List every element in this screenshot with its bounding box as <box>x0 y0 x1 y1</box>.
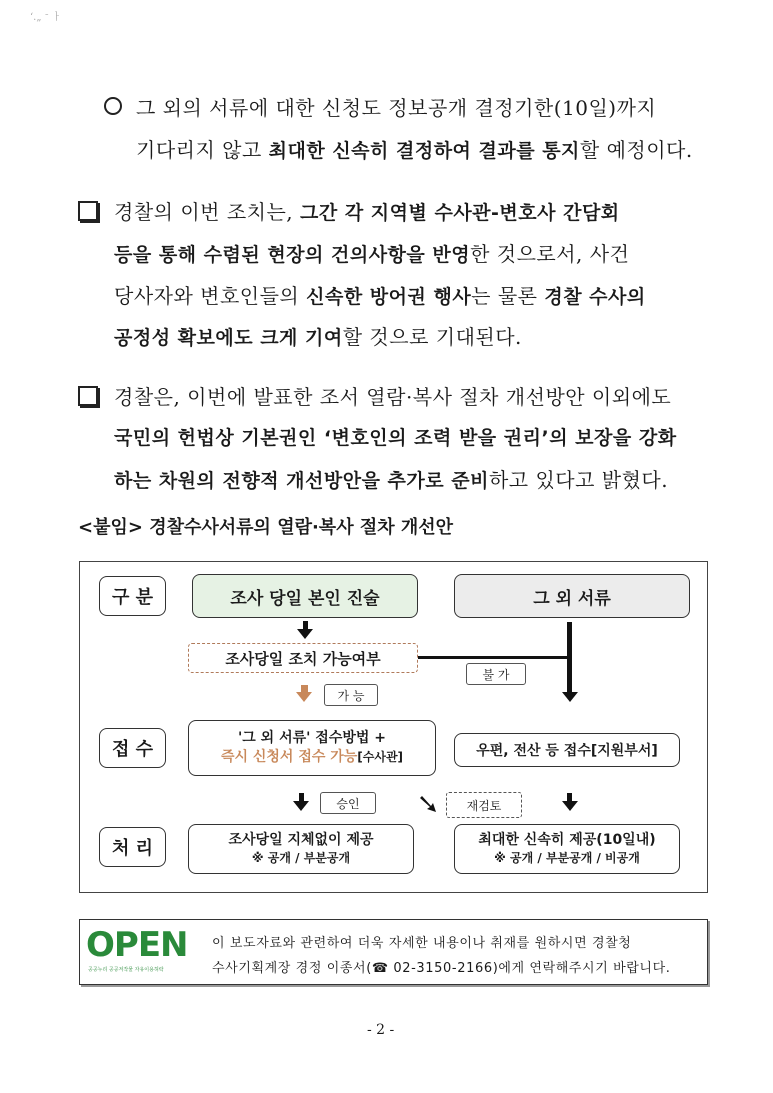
tag-approve: 승인 <box>320 792 376 814</box>
open-logo-subtext: 공공누리 공공저작물 자유이용허락 <box>88 967 164 973</box>
page-number: - 2 - <box>367 1022 395 1038</box>
para1-l4-bold: 공정성 확보에도 크게 기여 <box>114 327 343 349</box>
receive-left-line1: '그 외 서류' 접수방법 + <box>238 730 386 747</box>
receive-left-dept: [수사관] <box>357 750 404 764</box>
open-license-logo <box>86 926 194 978</box>
para1-l3-bold2: 경찰 수사의 <box>544 286 646 308</box>
para0-line2-post: 할 예정이다. <box>579 138 693 162</box>
footer-line1: 이 보도자료와 관련하여 더욱 자세한 내용이나 취재를 원하시면 경찰청 <box>212 936 632 951</box>
para1-l2-bold: 등을 통해 수렴된 현장의 건의사항을 반영 <box>114 244 471 266</box>
header-same-day-statement: 조사 당일 본인 진술 <box>192 574 418 618</box>
arrow-down-icon <box>562 692 578 702</box>
header-other-documents: 그 외 서류 <box>454 574 690 618</box>
process-left-line2: ※ 공개 / 부분공개 <box>251 851 351 866</box>
para0-line2-bold: 최대한 신속히 결정하여 결과를 통지 <box>268 140 580 162</box>
para2-line1: 경찰은, 이번에 발표한 조서 열람·복사 절차 개선방안 이외에도 <box>114 385 672 409</box>
tag-possible: 가 능 <box>324 684 378 706</box>
receive-right-box: 우편, 전산 등 접수[지원부서] <box>454 733 680 767</box>
receive-left-box <box>188 720 436 776</box>
feasibility-check-box: 조사당일 조치 가능여부 <box>188 643 418 673</box>
process-diagram <box>79 561 708 893</box>
para1-l1-pre: 경찰의 이번 조치는, <box>114 200 300 224</box>
para0-line2-pre: 기다리지 않고 <box>136 138 269 162</box>
para2-l3-post: 하고 있다고 밝혔다. <box>488 468 669 492</box>
row-label-category: 구 분 <box>99 576 166 616</box>
arrow-down-icon <box>297 629 313 639</box>
connector-horizontal <box>418 656 570 659</box>
arrow-down-icon <box>562 801 578 811</box>
para2-line3 <box>114 464 668 493</box>
connector-vertical <box>567 622 572 692</box>
para1-line1 <box>114 196 620 225</box>
process-left-line1: 조사당일 지체없이 제공 <box>228 831 374 848</box>
square-bullet-icon <box>78 386 98 406</box>
diagonal-arrow-icon <box>418 794 438 814</box>
row-label-receive: 접 수 <box>99 728 166 768</box>
corner-mark: ‘.„ ᐨ ㅏ <box>30 12 62 23</box>
para2-line2 <box>114 423 677 450</box>
para1-l3-pre: 당사자와 변호인들의 <box>114 284 307 308</box>
circle-bullet-icon <box>104 97 122 115</box>
row-label-process: 처 리 <box>99 827 166 867</box>
process-right-box <box>454 824 680 874</box>
para0-line2 <box>136 134 693 163</box>
open-logo-text: OPEN <box>86 925 188 965</box>
process-left-box <box>188 824 414 874</box>
contact-footer <box>79 919 708 985</box>
process-right-line2: ※ 공개 / 부분공개 / 비공개 <box>494 851 640 866</box>
process-right-line1: 최대한 신속히 제공(10일내) <box>478 831 656 848</box>
para2-l2-bold: 국민의 헌법상 기본권인 ‘변호인의 조력 받을 권리’의 보장을 강화 <box>114 427 677 449</box>
para1-line3 <box>114 280 646 309</box>
receive-left-highlight: 즉시 신청서 접수 가능 <box>220 749 358 765</box>
para1-line2 <box>114 238 629 267</box>
tag-impossible: 불 가 <box>466 663 526 685</box>
para1-line4 <box>114 321 522 350</box>
square-bullet-icon <box>78 201 98 221</box>
para1-l2-post: 한 것으로서, 사건 <box>470 242 630 266</box>
para1-l3-bold1: 신속한 방어권 행사 <box>306 286 472 308</box>
para2-l3-bold: 하는 차원의 전향적 개선방안을 추가로 준비 <box>114 470 489 492</box>
attachment-title: <붙임> 경찰수사서류의 열람·복사 절차 개선안 <box>78 517 454 538</box>
arrow-down-icon <box>293 801 309 811</box>
arrow-down-orange-icon <box>296 692 312 702</box>
para1-l3-mid: 는 물론 <box>471 284 545 308</box>
para0-line1: 그 외의 서류에 대한 신청도 정보공개 결정기한(10일)까지 <box>136 96 657 120</box>
tag-review: 재검토 <box>446 792 522 818</box>
para1-l4-post: 할 것으로 기대된다. <box>342 325 522 349</box>
footer-line2: 수사기획계장 경정 이종서(☎ 02-3150-2166)에게 연락해주시기 바랍니다. <box>212 961 671 976</box>
para1-l1-bold: 그간 각 지역별 수사관-변호사 간담회 <box>300 202 620 224</box>
receive-left-line2 <box>221 748 403 767</box>
